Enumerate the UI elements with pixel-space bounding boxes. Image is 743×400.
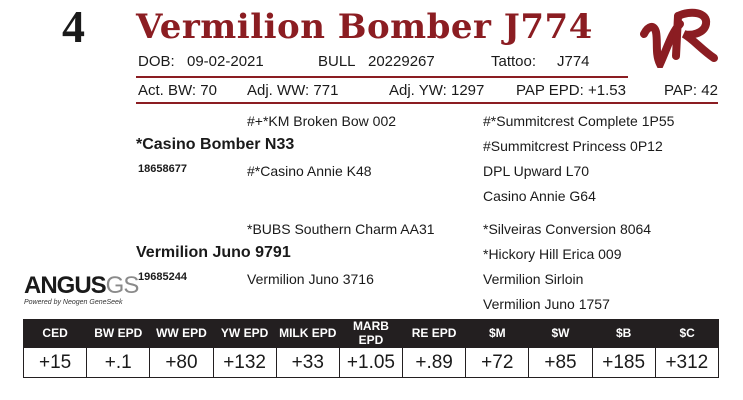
value-dollar-c: +312 (655, 348, 718, 378)
dam-sire-dam: *Hickory Hill Erica 009 (483, 246, 622, 262)
tattoo-label: Tattoo: (491, 53, 537, 70)
header-marb-epd: MARB EPD (339, 319, 402, 348)
dam-dam: Vermilion Juno 3716 (247, 271, 374, 287)
actual-birth-weight: Act. BW: 70 (138, 82, 217, 99)
logo-suffix-text: GS (105, 272, 139, 299)
dam-sire-sire: *Silveiras Conversion 8064 (483, 221, 652, 237)
dob-value: 09-02-2021 (187, 53, 264, 70)
epd-table (23, 319, 719, 378)
sire-dam-dam: Casino Annie G64 (483, 188, 596, 204)
value-milk-epd: +33 (276, 348, 339, 378)
header-re-epd: RE EPD (403, 319, 466, 348)
sire-registration: 18658677 (138, 163, 187, 175)
header-ced: CED (24, 319, 87, 348)
dam-name: Vermilion Juno 9791 (136, 244, 291, 261)
pap-value: PAP: 42 (664, 82, 718, 99)
sire-sire-sire: #*Summitcrest Complete 1P55 (483, 113, 675, 129)
pap-epd: PAP EPD: +1.53 (516, 82, 626, 99)
header-dollar-m: $M (466, 319, 529, 348)
animal-name: Vermilion Bomber J774 (136, 7, 593, 47)
value-dollar-m: +72 (466, 348, 529, 378)
header-milk-epd: MILK EPD (276, 319, 339, 348)
adjusted-yearling-weight: Adj. YW: 1297 (389, 82, 485, 99)
header-dollar-c: $C (655, 319, 718, 348)
sire-sire: #+*KM Broken Bow 002 (247, 113, 397, 129)
header-dollar-w: $W (529, 319, 592, 348)
header-bw-epd: BW EPD (87, 319, 150, 348)
value-ww-epd: +80 (150, 348, 213, 378)
registration-number: 20229267 (368, 53, 435, 70)
value-dollar-b: +185 (592, 348, 655, 378)
lot-number: 4 (62, 1, 85, 52)
sire-name: *Casino Bomber N33 (136, 136, 295, 153)
logo-tagline: Powered by Neogen GeneSeek (24, 299, 123, 306)
sire-dam: #*Casino Annie K48 (247, 163, 372, 179)
sire-dam-sire: DPL Upward L70 (483, 163, 590, 179)
epd-header-row (24, 319, 719, 348)
sex-label: BULL (318, 53, 356, 70)
header-yw-epd: YW EPD (213, 319, 276, 348)
value-dollar-w: +85 (529, 348, 592, 378)
vr-brand-logo (638, 6, 720, 68)
value-ced: +15 (24, 348, 87, 378)
header-ww-epd: WW EPD (150, 319, 213, 348)
value-re-epd: +.89 (403, 348, 466, 378)
epd-value-row (24, 348, 719, 378)
divider-bottom (136, 102, 718, 104)
divider-top (136, 76, 628, 78)
sire-sire-dam: #Summitcrest Princess 0P12 (483, 138, 663, 154)
value-bw-epd: +.1 (87, 348, 150, 378)
dob-label: DOB: (138, 53, 175, 70)
logo-main-text: ANGUS (24, 272, 106, 299)
value-marb-epd: +1.05 (339, 348, 402, 378)
dam-dam-dam: Vermilion Juno 1757 (483, 296, 610, 312)
tattoo-value: J774 (557, 53, 590, 70)
dam-dam-sire: Vermilion Sirloin (483, 271, 584, 287)
adjusted-weaning-weight: Adj. WW: 771 (247, 82, 339, 99)
dam-registration: 19685244 (138, 271, 187, 283)
dam-sire: *BUBS Southern Charm AA31 (247, 221, 435, 237)
value-yw-epd: +132 (213, 348, 276, 378)
header-dollar-b: $B (592, 319, 655, 348)
angus-gs-logo (24, 274, 138, 306)
